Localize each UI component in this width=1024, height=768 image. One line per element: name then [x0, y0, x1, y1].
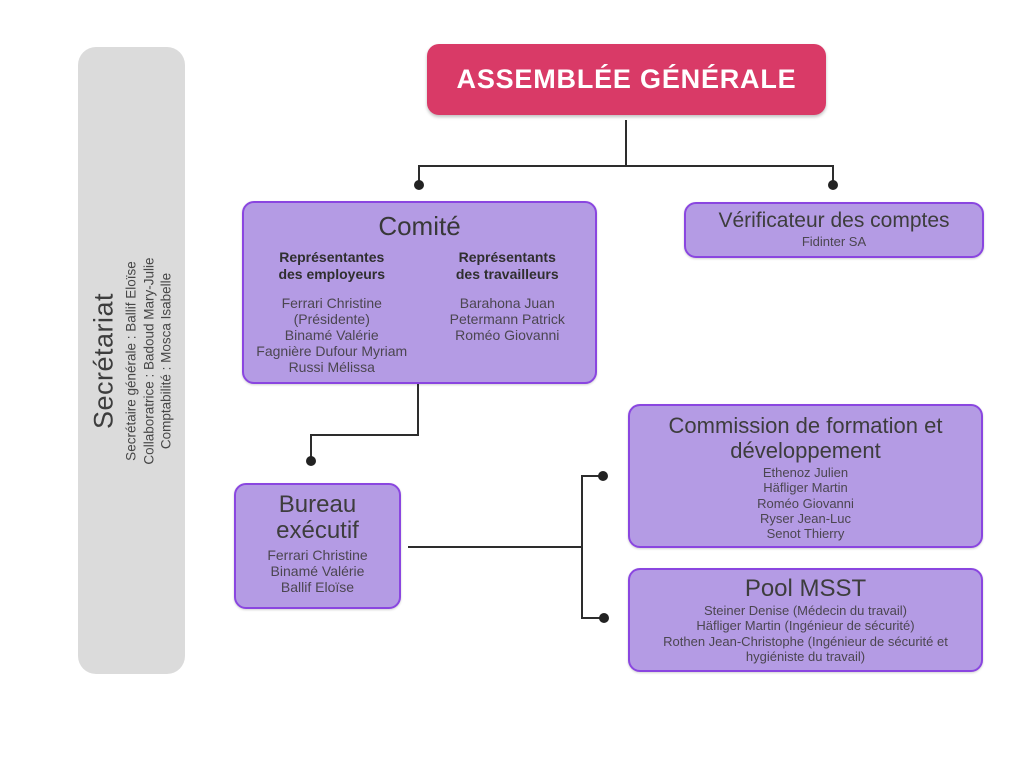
member-name: Häfliger Martin (Ingénieur de sécurité) [696, 618, 915, 634]
employers-header-line: Représentantes [279, 249, 385, 265]
employers-header-line: des employeurs [278, 265, 386, 282]
secretariat-role: Comptabilité : Mosca Isabelle [158, 272, 174, 449]
connector-comite-horizontal [310, 434, 419, 436]
member-name: Binamé Valérie [270, 563, 365, 580]
connector-pool-stub [581, 617, 600, 619]
bureau-members [236, 547, 399, 596]
pool-msst-node [628, 568, 983, 672]
connector-right-vertical [581, 475, 583, 619]
connector-comite-vertical [417, 384, 419, 436]
comite-columns [244, 249, 595, 376]
member-name: Fagnière Dufour Myriam [256, 342, 408, 359]
comite-title: Comité [378, 211, 461, 241]
workers-members [420, 296, 596, 344]
member-name: Steiner Denise (Médecin du travail) [703, 603, 908, 618]
comite-workers-column [420, 249, 596, 376]
member-name: Häfliger Martin [763, 480, 848, 496]
assemblee-generale-title: ASSEMBLÉE GÉNÉRALE [456, 64, 797, 94]
comite-node [242, 201, 597, 384]
member-name: Ryser Jean-Luc [759, 511, 852, 527]
secretariat-role: Collaboratrice : Badoud Mary-Julie [140, 256, 156, 465]
comite-employers-column [244, 249, 420, 376]
connector-ag-vertical [625, 120, 627, 167]
pool-msst-title: Pool MSST [744, 575, 867, 602]
connector-dot-bureau [306, 456, 316, 466]
connector-dot-verificateur [828, 180, 838, 190]
secretariat-panel [78, 47, 185, 674]
workers-header-line: Représentants [458, 249, 556, 265]
member-name: Russi Mélissa [288, 358, 375, 375]
assemblee-generale-node [427, 44, 826, 115]
connector-dot-commission [598, 471, 608, 481]
workers-header-line: des travailleurs [455, 265, 559, 282]
member-name: Binamé Valérie [284, 326, 379, 343]
connector-dot-comite [414, 180, 424, 190]
secretariat-title: Secrétariat [88, 292, 119, 429]
commission-title: Commission de formation et développement [668, 413, 943, 464]
connector-ag-horizontal [418, 165, 834, 167]
verificateur-title: Vérificateur des comptes [718, 209, 950, 232]
verificateur-node [684, 202, 984, 258]
member-name: Roméo Giovanni [757, 495, 854, 511]
secretariat-rotated-text [78, 47, 185, 674]
member-name: Rothen Jean-Christophe (Ingénieur de sécurité et hygiéniste du travail) [663, 633, 948, 664]
member-name: Ethenoz Julien [762, 465, 849, 481]
pool-members [630, 603, 981, 664]
bureau-executif-title: Bureau exécutif [276, 491, 359, 544]
commission-members [630, 465, 981, 542]
connector-bureau-stub [310, 434, 312, 458]
connector-bureau-horizontal [408, 546, 583, 548]
connector-commission-stub [581, 475, 599, 477]
member-name: Ballif Eloïse [280, 579, 355, 596]
member-name: Petermann Patrick [449, 310, 565, 327]
member-name: Senot Thierry [766, 526, 845, 542]
connector-dot-pool [599, 613, 609, 623]
bureau-executif-node [234, 483, 401, 609]
member-name: Roméo Giovanni [455, 326, 560, 343]
commission-node [628, 404, 983, 548]
secretariat-role: Secrétaire générale : Ballif Eloïse [123, 260, 139, 461]
verificateur-subtitle: Fidinter SA [801, 234, 867, 249]
workers-header [420, 249, 596, 282]
member-name: Ferrari Christine [267, 546, 368, 563]
employers-members [244, 296, 420, 376]
member-name: Ferrari Christine (Présidente) [281, 295, 382, 327]
employers-header [244, 249, 420, 282]
member-name: Barahona Juan [459, 295, 555, 312]
